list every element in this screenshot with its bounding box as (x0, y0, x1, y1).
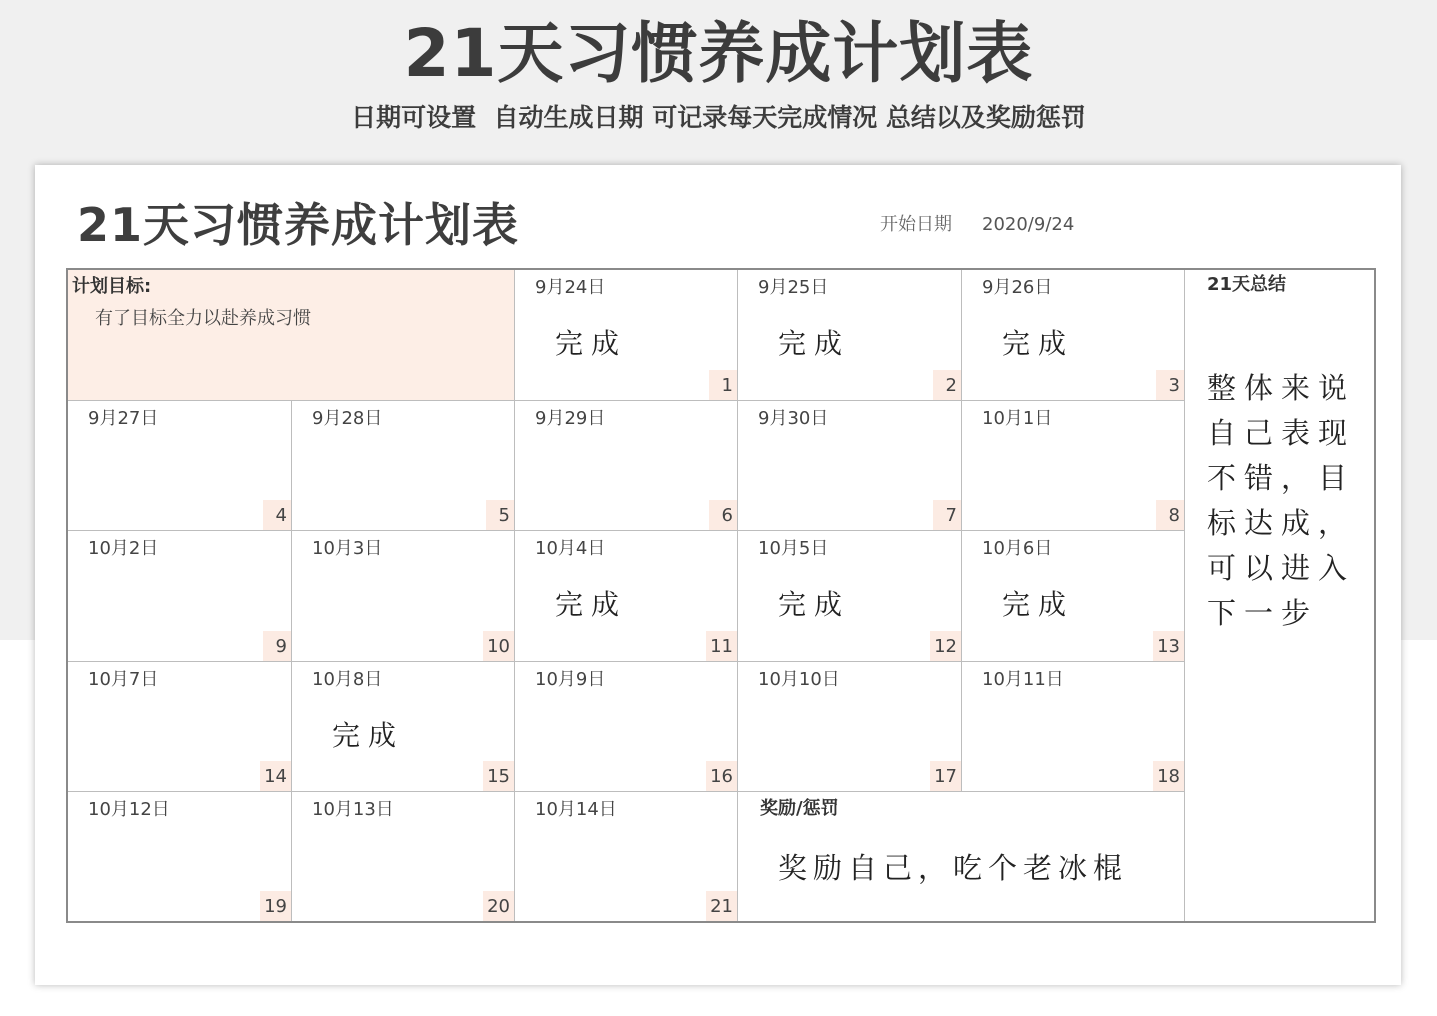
calendar-grid (66, 268, 1376, 923)
day-number: 8 (1156, 500, 1184, 530)
day-number: 20 (483, 891, 514, 921)
day-note[interactable]: 完成 (778, 327, 851, 360)
goal-cell[interactable] (68, 270, 515, 401)
day-date: 10月14日 (535, 799, 617, 820)
day-date: 10月11日 (982, 669, 1064, 690)
day-cell[interactable] (68, 401, 292, 531)
day-note[interactable]: 完成 (332, 719, 405, 752)
day-number: 1 (709, 370, 737, 400)
start-date-value[interactable]: 2020/9/24 (982, 214, 1075, 235)
day-cell[interactable] (292, 792, 515, 921)
sheet-title: 21天习惯养成计划表 (77, 198, 520, 252)
day-number: 11 (706, 631, 737, 661)
reward-cell[interactable] (738, 792, 1185, 921)
day-number: 2 (933, 370, 961, 400)
day-cell[interactable] (68, 792, 292, 921)
day-cell[interactable] (962, 531, 1185, 662)
day-date: 9月29日 (535, 408, 606, 429)
goal-text[interactable]: 有了目标全力以赴养成习惯 (95, 308, 311, 329)
summary-text[interactable]: 整体来说自己表现不错，目标达成，可以进入下一步 (1207, 371, 1356, 630)
day-note[interactable]: 完成 (778, 588, 851, 621)
day-number: 15 (483, 761, 514, 791)
plan-sheet (35, 165, 1401, 985)
day-number: 19 (260, 891, 291, 921)
day-date: 10月6日 (982, 538, 1053, 559)
day-date: 10月3日 (312, 538, 383, 559)
day-number: 18 (1153, 761, 1184, 791)
day-number: 7 (933, 500, 961, 530)
banner-title: 21天习惯养成计划表 (403, 15, 1034, 92)
day-number: 6 (709, 500, 737, 530)
day-date: 10月4日 (535, 538, 606, 559)
day-number: 16 (706, 761, 737, 791)
day-note[interactable]: 完成 (1002, 588, 1075, 621)
day-cell[interactable] (292, 401, 515, 531)
day-cell[interactable] (962, 401, 1185, 531)
day-date: 10月5日 (758, 538, 829, 559)
day-number: 3 (1156, 370, 1184, 400)
day-number: 21 (706, 891, 737, 921)
day-date: 10月1日 (982, 408, 1053, 429)
day-cell[interactable] (962, 662, 1185, 792)
day-date: 10月12日 (88, 799, 170, 820)
day-date: 10月8日 (312, 669, 383, 690)
summary-label: 21天总结 (1207, 274, 1287, 295)
day-cell[interactable] (68, 662, 292, 792)
day-note[interactable]: 完成 (555, 327, 628, 360)
day-date: 9月28日 (312, 408, 383, 429)
day-cell[interactable] (738, 531, 962, 662)
day-cell[interactable] (962, 270, 1185, 401)
day-number: 4 (263, 500, 291, 530)
day-cell[interactable] (738, 662, 962, 792)
day-date: 10月7日 (88, 669, 159, 690)
day-number: 14 (260, 761, 291, 791)
day-note[interactable]: 完成 (555, 588, 628, 621)
day-cell[interactable] (68, 531, 292, 662)
day-number: 13 (1153, 631, 1184, 661)
day-cell[interactable] (515, 270, 738, 401)
day-number: 10 (483, 631, 514, 661)
day-number: 9 (263, 631, 291, 661)
day-date: 9月27日 (88, 408, 159, 429)
day-date: 9月30日 (758, 408, 829, 429)
start-date-label: 开始日期 (880, 214, 952, 235)
summary-cell[interactable] (1185, 270, 1374, 921)
day-number: 17 (930, 761, 961, 791)
day-cell[interactable] (292, 531, 515, 662)
day-cell[interactable] (515, 531, 738, 662)
day-cell[interactable] (738, 401, 962, 531)
day-date: 10月9日 (535, 669, 606, 690)
banner-subtitle: 日期可设置 自动生成日期 可记录每天完成情况 总结以及奖励惩罚 (351, 103, 1086, 132)
day-date: 9月24日 (535, 277, 606, 298)
reward-label: 奖励/惩罚 (760, 798, 839, 819)
day-date: 10月13日 (312, 799, 394, 820)
reward-text[interactable]: 奖励自己，吃个老冰棍 (778, 851, 1129, 885)
day-cell[interactable] (515, 792, 738, 921)
day-cell[interactable] (738, 270, 962, 401)
day-date: 9月25日 (758, 277, 829, 298)
day-date: 10月2日 (88, 538, 159, 559)
day-cell[interactable] (292, 662, 515, 792)
day-cell[interactable] (515, 662, 738, 792)
day-cell[interactable] (515, 401, 738, 531)
day-note[interactable]: 完成 (1002, 327, 1075, 360)
day-date: 10月10日 (758, 669, 840, 690)
day-number: 12 (930, 631, 961, 661)
goal-label: 计划目标: (72, 276, 152, 297)
day-date: 9月26日 (982, 277, 1053, 298)
day-number: 5 (486, 500, 514, 530)
